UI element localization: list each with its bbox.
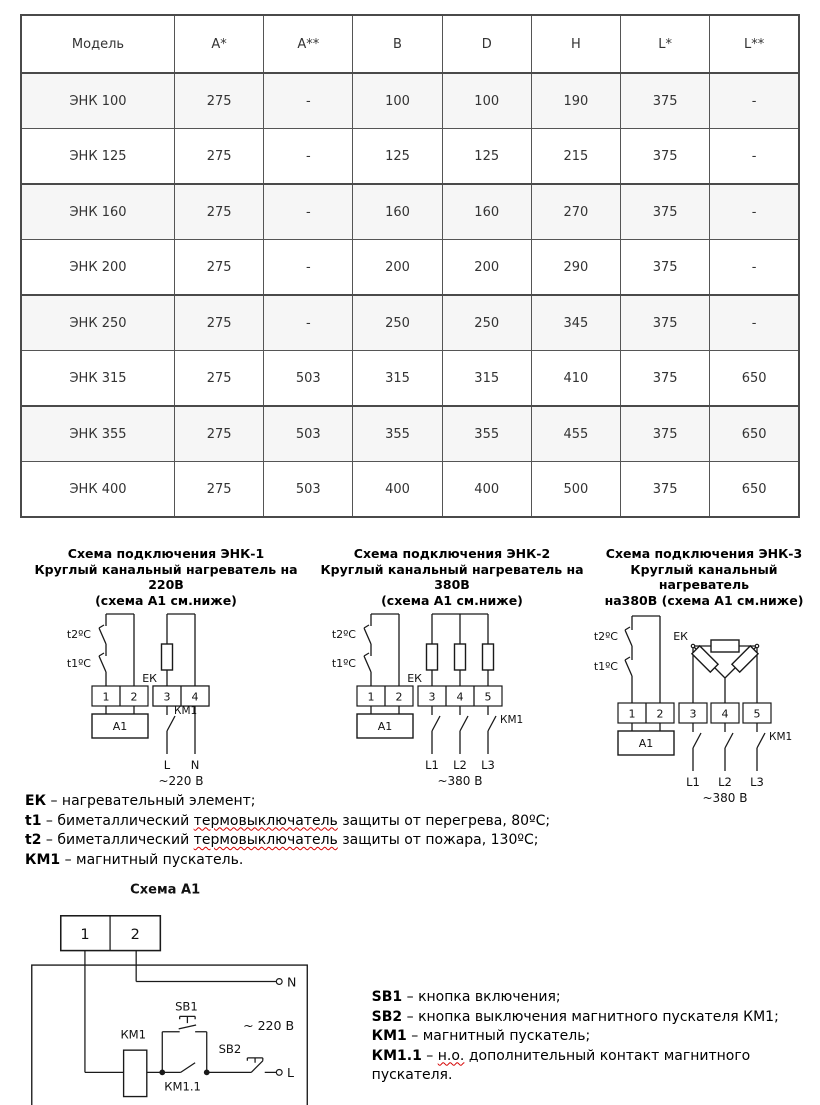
value-cell: 125 — [353, 129, 442, 185]
t1-label: t1ºC — [331, 657, 356, 670]
value-cell: 355 — [442, 406, 531, 462]
table-row — [21, 295, 799, 351]
ek-label: ЕК — [142, 672, 157, 685]
phase-label: L1 — [425, 758, 439, 772]
t1-label: t1ºC — [593, 660, 618, 673]
value-cell: 275 — [175, 406, 264, 462]
phase-label: L3 — [749, 775, 764, 789]
enk2-circuit-svg — [322, 608, 582, 790]
legend-key: КМ1 — [25, 851, 61, 868]
legend-text: – биметаллический — [41, 812, 194, 829]
value-cell: 375 — [621, 295, 710, 351]
model-cell: ЭНК 100 — [21, 73, 175, 129]
legend-text: – кнопка выключения магнитного пускателя КМ1; — [402, 1008, 779, 1025]
value-cell: 250 — [353, 295, 442, 351]
a1-label: А1 — [638, 737, 653, 750]
title-line: Схема подключения ЭНК-2 — [353, 546, 551, 561]
legend-text: – биметаллический — [41, 832, 194, 848]
title-line: Круглый канальный нагреватель — [630, 561, 778, 592]
legend-key: КМ1 — [371, 1028, 407, 1044]
value-cell: 650 — [710, 406, 799, 462]
column-header: А** — [264, 15, 353, 73]
legend-item — [372, 988, 820, 1008]
km1-label: КМ1 — [120, 1027, 147, 1042]
table-row — [21, 351, 799, 407]
value-cell: 270 — [531, 184, 620, 240]
value-cell: 345 — [531, 295, 620, 351]
legend-text: – магнитный пускатель; — [406, 1028, 591, 1044]
legend-key: SB2 — [371, 1008, 403, 1025]
column-header: Н — [531, 15, 620, 73]
n-label: N — [286, 974, 297, 990]
terminal-number: 1 — [367, 690, 375, 704]
heater-element — [162, 644, 173, 670]
km11-label: КМ1.1 — [164, 1079, 201, 1094]
enk1-circuit-svg — [31, 608, 301, 790]
terminal-number: 3 — [689, 707, 696, 721]
legend-item — [372, 1047, 820, 1086]
dimensions-table — [20, 14, 800, 518]
terminal-number: 1 — [80, 926, 90, 943]
legend-item — [372, 1008, 820, 1028]
value-cell: 355 — [353, 406, 442, 462]
title-line: (схема А1 см.ниже) — [95, 592, 237, 608]
value-cell: 410 — [531, 351, 620, 407]
value-cell: 375 — [621, 406, 710, 462]
enk3-circuit-svg — [592, 608, 817, 808]
terminal-number: 4 — [456, 690, 464, 704]
phase-label: L2 — [453, 758, 467, 772]
legend-text: дополнительный контакт магнитного пускателя. — [371, 1047, 751, 1083]
title-line: (схема А1 см.ниже) — [381, 592, 523, 608]
table-row — [21, 462, 799, 518]
value-cell: 160 — [442, 184, 531, 240]
legend-item — [25, 851, 820, 871]
heater-element — [427, 644, 438, 670]
terminal-number: 2 — [130, 926, 140, 943]
voltage-label: ~380 В — [437, 774, 483, 788]
diagram-enk1 — [16, 546, 316, 790]
legend-text: – нагревательный элемент; — [46, 793, 256, 809]
junction-dot — [204, 1069, 210, 1075]
km1-label: КМ1 — [174, 705, 198, 717]
heater-element — [483, 644, 494, 670]
terminal-number: 2 — [656, 707, 663, 721]
phase-label: L3 — [481, 758, 495, 772]
schema-a1-section — [25, 874, 820, 1105]
value-cell: - — [710, 240, 799, 296]
legend-key: SB1 — [371, 989, 403, 1005]
km1-label: КМ1 — [500, 714, 524, 726]
legend-text: – — [421, 1047, 438, 1064]
km1-coil — [124, 1050, 147, 1096]
model-cell: ЭНК 250 — [21, 295, 175, 351]
value-cell: 100 — [353, 73, 442, 129]
value-cell: 500 — [531, 462, 620, 518]
legend-item — [25, 831, 820, 851]
title-line: Схема подключения ЭНК-1 — [67, 546, 265, 561]
value-cell: 275 — [175, 129, 264, 185]
sb2-label: SB2 — [218, 1042, 242, 1057]
value-cell: 190 — [531, 73, 620, 129]
value-cell: 160 — [353, 184, 442, 240]
table-row — [21, 406, 799, 462]
column-header: L** — [710, 15, 799, 73]
value-cell: 650 — [710, 351, 799, 407]
schema-a1-legend — [372, 988, 820, 1086]
a1-label: А1 — [112, 720, 128, 733]
value-cell: 375 — [621, 462, 710, 518]
diagram-enk3 — [588, 546, 820, 808]
legend-text: – магнитный пускатель. — [60, 851, 244, 868]
value-cell: 215 — [531, 129, 620, 185]
n-terminal — [276, 979, 282, 985]
l-label: L — [286, 1065, 294, 1081]
l-terminal — [276, 1069, 282, 1075]
value-cell: 275 — [175, 295, 264, 351]
diagram-enk2-title — [316, 546, 588, 608]
wiring-diagrams-row — [16, 546, 820, 808]
heater-element — [455, 644, 466, 670]
junction-dot — [159, 1069, 165, 1075]
value-cell: - — [710, 73, 799, 129]
delta-node — [691, 644, 694, 647]
schema-a1-svg — [25, 874, 354, 1105]
diagram-enk1-title — [16, 546, 316, 608]
model-cell: ЭНК 200 — [21, 240, 175, 296]
model-cell: ЭНК 125 — [21, 129, 175, 185]
column-header: А* — [175, 15, 264, 73]
value-cell: - — [264, 240, 353, 296]
voltage-label: ~220 В — [158, 774, 204, 788]
diagram-enk3-title — [588, 546, 820, 608]
value-cell: 503 — [264, 462, 353, 518]
legend-key: КМ1.1 — [371, 1047, 422, 1064]
terminal-number: 1 — [628, 707, 635, 721]
phase-label: L — [163, 758, 171, 772]
value-cell: 250 — [442, 295, 531, 351]
value-cell: 455 — [531, 406, 620, 462]
phase-label: L1 — [685, 775, 700, 789]
value-cell: - — [710, 184, 799, 240]
title-line: Схема подключения ЭНК-3 — [605, 546, 803, 561]
legend-text: защиты от пожара, 130ºС; — [337, 832, 539, 848]
value-cell: 275 — [175, 240, 264, 296]
value-cell: 503 — [264, 351, 353, 407]
value-cell: - — [264, 73, 353, 129]
legend-key: t2 — [25, 832, 42, 848]
phase-label: L2 — [717, 775, 732, 789]
title-line: на380В (схема А1 см.ниже) — [604, 592, 804, 608]
value-cell: 275 — [175, 351, 264, 407]
value-cell: - — [264, 184, 353, 240]
value-cell: 315 — [442, 351, 531, 407]
value-cell: 315 — [353, 351, 442, 407]
value-cell: 275 — [175, 73, 264, 129]
ek-label: ЕК — [672, 630, 688, 643]
terminal-number: 5 — [484, 690, 492, 704]
t2-label: t2ºC — [66, 628, 91, 641]
terminal-number: 5 — [753, 707, 760, 721]
phase-label: N — [190, 758, 200, 772]
legend-text-wavy: н.о. — [437, 1047, 465, 1064]
table-head — [21, 15, 799, 73]
model-cell: ЭНК 355 — [21, 406, 175, 462]
diagram-enk2 — [316, 546, 588, 790]
legend-text: защиты от перегрева, 80ºС; — [337, 812, 551, 829]
heater-element — [711, 640, 739, 652]
terminal-number: 4 — [721, 707, 728, 721]
schema-a1-title: Схема А1 — [130, 882, 201, 898]
t2-label: t2ºC — [331, 628, 356, 641]
legend-item — [25, 812, 820, 832]
spec-table-section — [20, 14, 800, 518]
terminal-number: 1 — [102, 690, 110, 704]
value-cell: 400 — [353, 462, 442, 518]
column-header: D — [442, 15, 531, 73]
value-cell: 375 — [621, 73, 710, 129]
voltage-label: ~ 220 В — [243, 1017, 295, 1033]
legend-text-wavy: термовыключатель — [193, 832, 338, 848]
legend-text: – кнопка включения; — [402, 989, 561, 1005]
model-cell: ЭНК 400 — [21, 462, 175, 518]
value-cell: 503 — [264, 406, 353, 462]
value-cell: 125 — [442, 129, 531, 185]
model-cell: ЭНК 315 — [21, 351, 175, 407]
value-cell: - — [710, 295, 799, 351]
value-cell: 375 — [621, 351, 710, 407]
table-row — [21, 129, 799, 185]
title-line: Круглый канальный нагреватель на 220В — [34, 561, 298, 592]
column-header: В — [353, 15, 442, 73]
value-cell: 275 — [175, 184, 264, 240]
table-header-row — [21, 15, 799, 73]
value-cell: 200 — [353, 240, 442, 296]
terminal-number: 2 — [395, 690, 403, 704]
value-cell: - — [264, 295, 353, 351]
value-cell: 275 — [175, 462, 264, 518]
model-cell: ЭНК 160 — [21, 184, 175, 240]
terminal-number: 3 — [428, 690, 436, 704]
value-cell: - — [710, 129, 799, 185]
terminal-number: 2 — [130, 690, 138, 704]
value-cell: 100 — [442, 73, 531, 129]
legend-item — [372, 1027, 820, 1047]
value-cell: 400 — [442, 462, 531, 518]
t2-label: t2ºC — [593, 630, 618, 643]
a1-label: А1 — [377, 720, 393, 733]
value-cell: 200 — [442, 240, 531, 296]
terminal-number: 3 — [163, 690, 171, 704]
sb1-label: SB1 — [175, 999, 198, 1014]
title-line: Круглый канальный нагреватель на 380В — [320, 561, 584, 592]
table-row — [21, 184, 799, 240]
delta-node — [755, 644, 758, 647]
value-cell: 375 — [621, 240, 710, 296]
terminal-number: 4 — [191, 690, 199, 704]
value-cell: - — [264, 129, 353, 185]
column-header: Модель — [21, 15, 175, 73]
voltage-label: ~380 В — [701, 791, 748, 805]
table-body — [21, 73, 799, 517]
column-header: L* — [621, 15, 710, 73]
table-row — [21, 73, 799, 129]
value-cell: 375 — [621, 129, 710, 185]
t1-label: t1ºC — [66, 657, 91, 670]
ek-label: ЕК — [407, 672, 422, 685]
value-cell: 650 — [710, 462, 799, 518]
value-cell: 375 — [621, 184, 710, 240]
km1-label: КМ1 — [768, 731, 792, 743]
value-cell: 290 — [531, 240, 620, 296]
legend-text-wavy: термовыключатель — [193, 812, 338, 829]
legend-key: ЕК — [25, 793, 47, 809]
legend-key: t1 — [25, 812, 42, 829]
table-row — [21, 240, 799, 296]
